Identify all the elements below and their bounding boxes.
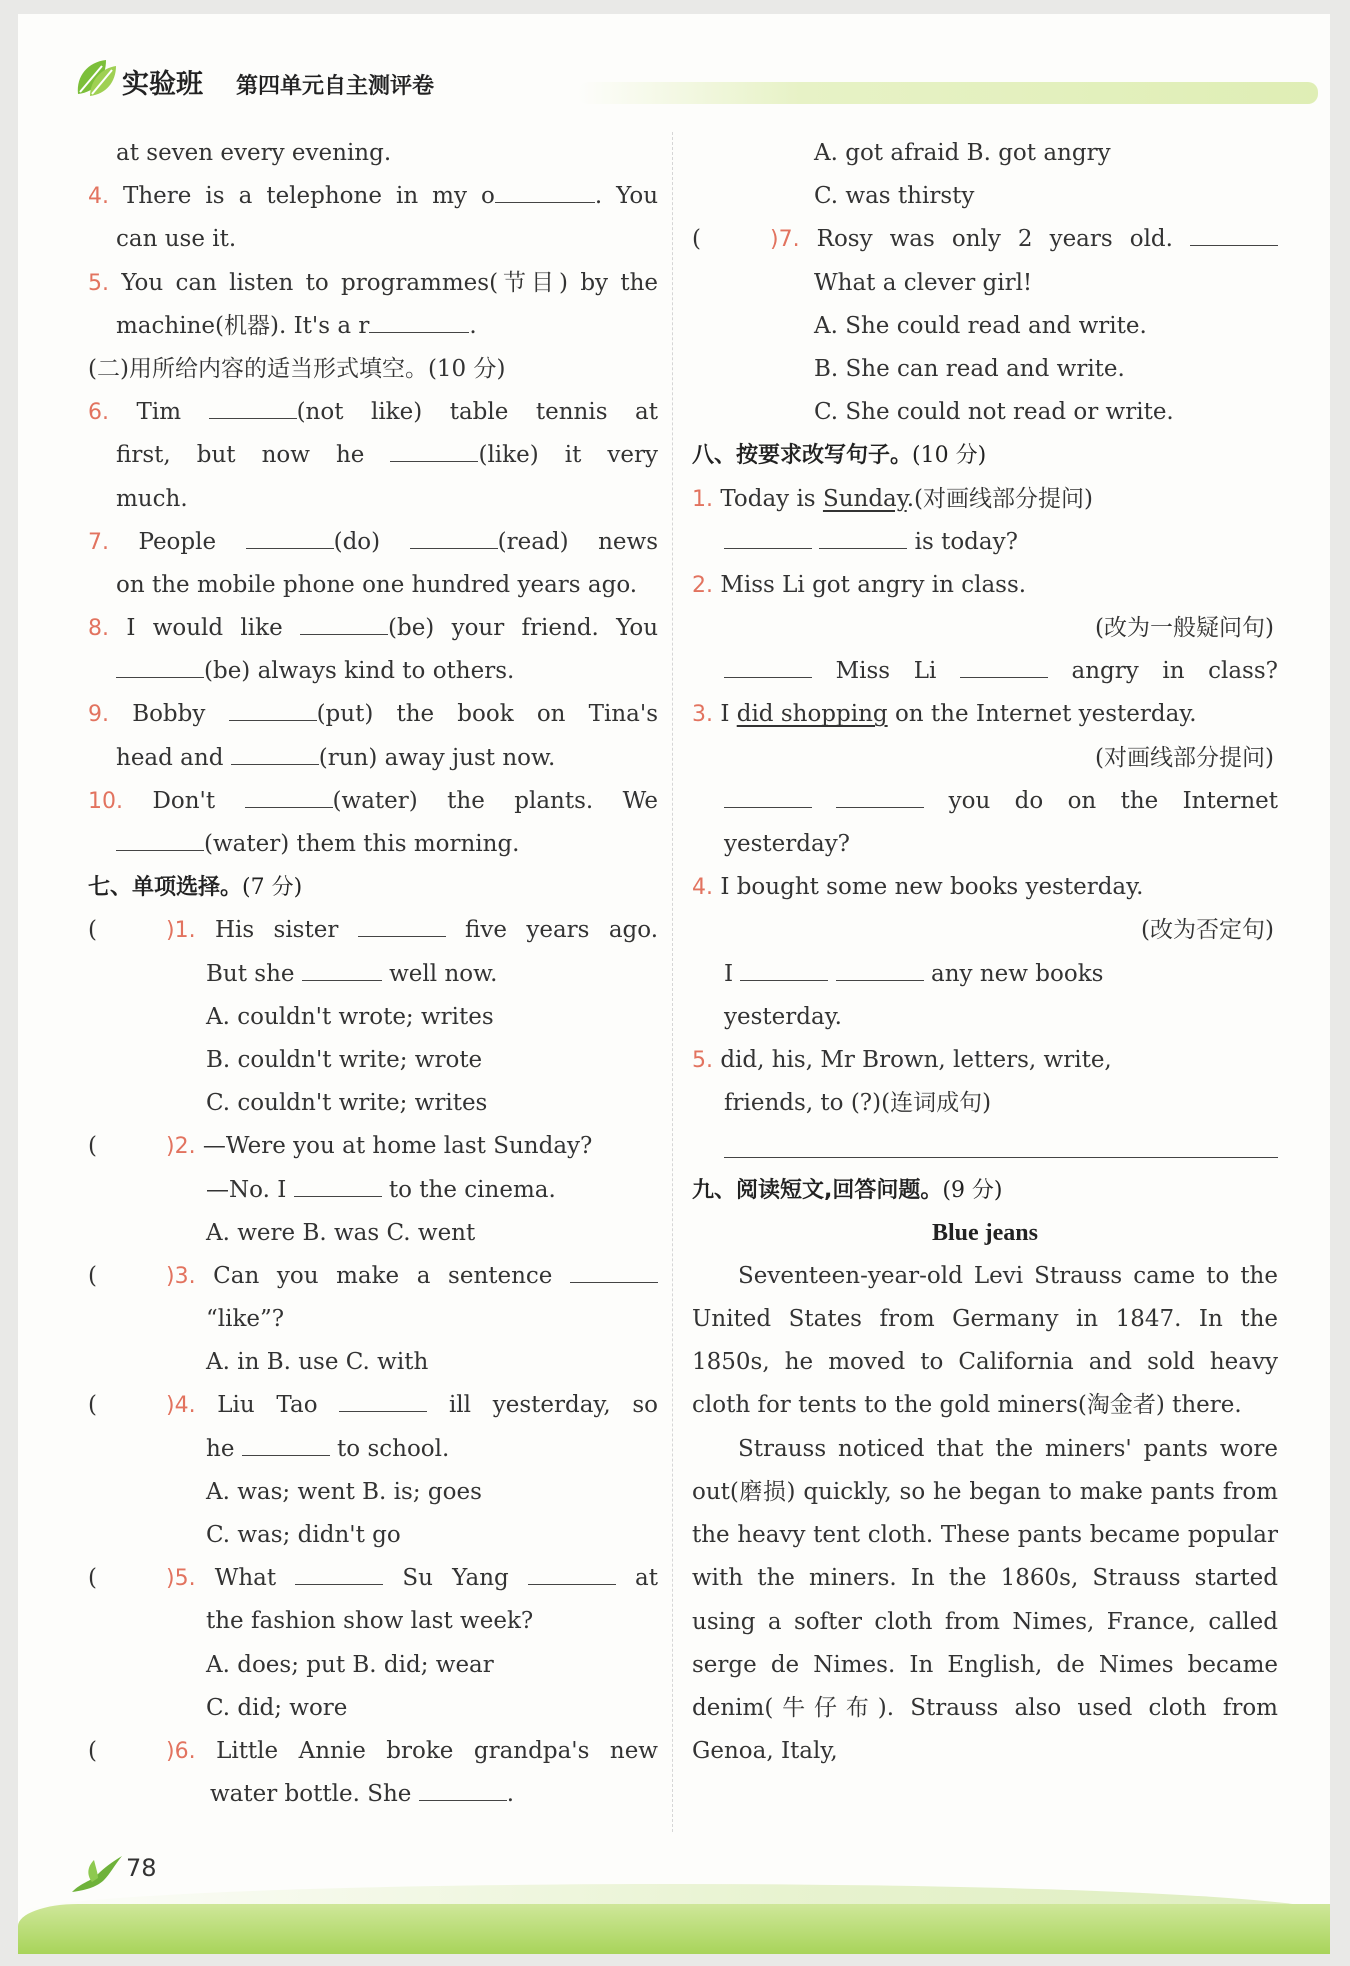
line-text: But she bbox=[206, 960, 302, 987]
fill-in-blank[interactable] bbox=[116, 824, 204, 851]
line-text: His sister bbox=[214, 917, 358, 944]
fill-in-blank[interactable] bbox=[300, 608, 388, 635]
question-number: 1. bbox=[692, 486, 713, 512]
brand-name: 实验班 bbox=[122, 69, 203, 100]
answer-bracket[interactable]: ( bbox=[88, 1392, 97, 1419]
text-line bbox=[88, 1644, 658, 1687]
line-text: (put) the book on Tina's bbox=[316, 701, 659, 728]
section-title: 七、单项选择。 bbox=[88, 875, 243, 901]
line-text: (run) away just now. bbox=[318, 744, 556, 771]
text-line bbox=[692, 478, 1278, 521]
section-heading bbox=[88, 866, 658, 909]
line-text: much. bbox=[116, 485, 188, 512]
question-number: 5. bbox=[88, 270, 109, 296]
fill-in-blank[interactable] bbox=[294, 1170, 382, 1197]
question-number: )3. bbox=[166, 1263, 196, 1289]
text-line bbox=[88, 693, 658, 736]
line-text: I bbox=[724, 960, 741, 987]
line-text: Tim bbox=[136, 399, 209, 426]
question-number: 5. bbox=[692, 1047, 713, 1073]
line-text bbox=[812, 788, 836, 814]
line-text: Liu Tao bbox=[217, 1392, 340, 1419]
line-text: A. was; went B. is; goes bbox=[206, 1478, 482, 1505]
paragraph-text: Strauss noticed that the miners' pants wore out(磨损) quickly, so he began to make pants from the heavy tent cloth. These pants became popular with the miners. In the 1860s, Strauss started using a softer cloth from Nimes, France, called serge de Nimes. In English, de Nimes became denim(牛仔布). Strauss also used cloth from Genoa, Italy, bbox=[692, 1435, 1278, 1765]
text-line bbox=[88, 1039, 658, 1082]
text-line bbox=[88, 348, 658, 391]
fill-in-blank[interactable] bbox=[242, 1429, 330, 1456]
bird-icon bbox=[68, 1852, 124, 1896]
line-text: What a clever girl! bbox=[814, 269, 1033, 296]
question-number: )6. bbox=[166, 1738, 196, 1764]
question-number: )2. bbox=[166, 1134, 196, 1160]
section-points: (10 分) bbox=[912, 443, 987, 469]
answer-rule[interactable] bbox=[724, 1157, 1278, 1158]
text-line bbox=[88, 132, 658, 175]
line-text: yesterday? bbox=[724, 831, 851, 857]
fill-in-blank[interactable] bbox=[116, 651, 204, 678]
line-text: well now. bbox=[381, 960, 498, 987]
line-text: (二)用所给内容的适当形式填空。(10 分) bbox=[88, 355, 506, 382]
fill-in-blank[interactable] bbox=[724, 522, 812, 549]
text-line bbox=[692, 132, 1278, 175]
text-line bbox=[88, 262, 658, 305]
section-points: (9 分) bbox=[942, 1177, 1003, 1203]
line-text: “like”? bbox=[206, 1306, 285, 1333]
fill-in-blank[interactable] bbox=[528, 1558, 616, 1585]
line-text: Today is bbox=[720, 485, 823, 512]
fill-in-blank[interactable] bbox=[231, 738, 319, 765]
text-line bbox=[88, 564, 658, 607]
line-text: —Were you at home last Sunday? bbox=[202, 1133, 593, 1160]
text-line bbox=[692, 1082, 1278, 1125]
text-line bbox=[88, 1169, 658, 1212]
line-text: any new books bbox=[923, 960, 1104, 987]
line-text: —No. I bbox=[206, 1176, 294, 1203]
fill-in-blank[interactable] bbox=[419, 1774, 507, 1801]
question-number: )1. bbox=[166, 918, 196, 944]
right-column bbox=[692, 132, 1278, 1773]
page-title: 第四单元自主测评卷 bbox=[236, 74, 435, 99]
answer-bracket[interactable]: ( bbox=[88, 1565, 97, 1592]
text-line bbox=[88, 391, 658, 434]
fill-in-blank[interactable] bbox=[358, 910, 446, 937]
text-line bbox=[88, 607, 658, 650]
text-line bbox=[88, 1514, 658, 1557]
line-text: C. was; didn't go bbox=[206, 1522, 401, 1548]
passage-title: Blue jeans bbox=[931, 1219, 1038, 1246]
line-text: A. couldn't wrote; writes bbox=[206, 1003, 494, 1030]
line-text: did, his, Mr Brown, letters, write, bbox=[720, 1046, 1112, 1073]
fill-in-blank[interactable] bbox=[369, 306, 469, 333]
text-line bbox=[88, 1212, 658, 1255]
worksheet-page bbox=[18, 14, 1330, 1954]
text-line bbox=[88, 1471, 658, 1514]
text-line bbox=[88, 780, 658, 823]
line-text: Miss Li got angry in class. bbox=[720, 571, 1027, 598]
fill-in-blank[interactable] bbox=[724, 651, 812, 678]
line-text: (be) your friend. You bbox=[388, 615, 659, 642]
fill-in-blank[interactable] bbox=[740, 954, 828, 981]
line-text: to the cinema. bbox=[381, 1176, 556, 1203]
line-text: . You bbox=[594, 183, 659, 210]
page-header bbox=[18, 14, 1330, 124]
text-line bbox=[88, 434, 658, 477]
fill-in-blank[interactable] bbox=[229, 694, 317, 721]
line-text: on the mobile phone one hundred years ago. bbox=[116, 571, 638, 598]
fill-in-blank[interactable] bbox=[819, 522, 907, 549]
line-text: angry in class? bbox=[1047, 658, 1278, 685]
text-line bbox=[692, 780, 1278, 823]
section-points: (7 分) bbox=[242, 875, 303, 901]
line-text: A. got afraid B. got angry bbox=[814, 140, 1111, 166]
line-text: ill yesterday, so bbox=[427, 1392, 659, 1419]
line-text: Rosy was only 2 years old. bbox=[816, 226, 1191, 253]
line-text: (water) them this morning. bbox=[204, 831, 520, 857]
line-text: you do on the Internet bbox=[924, 787, 1278, 814]
fill-in-blank[interactable] bbox=[836, 954, 924, 981]
text-line bbox=[88, 1428, 658, 1471]
fill-in-blank[interactable] bbox=[295, 1558, 383, 1585]
line-text: friends, to (?)(连词成句) bbox=[724, 1090, 992, 1117]
instruction-hint: (改为一般疑问句) bbox=[1095, 615, 1274, 642]
question-number: 7. bbox=[88, 529, 109, 555]
answer-bracket[interactable]: ( bbox=[88, 1737, 97, 1764]
question-number: 2. bbox=[692, 572, 713, 598]
line-text: he bbox=[206, 1435, 242, 1462]
text-line bbox=[692, 1039, 1278, 1082]
line-text: five years ago. bbox=[445, 917, 659, 944]
text-line bbox=[88, 1125, 658, 1168]
fill-in-blank[interactable] bbox=[390, 435, 478, 462]
line-text: to school. bbox=[329, 1435, 450, 1462]
line-text: water bottle. She bbox=[210, 1781, 419, 1808]
fill-in-blank[interactable] bbox=[724, 781, 812, 808]
line-text: B. couldn't write; wrote bbox=[206, 1046, 483, 1073]
line-text: Little Annie broke grandpa's new bbox=[216, 1737, 658, 1764]
text-line bbox=[88, 1255, 658, 1298]
line-text: I bbox=[720, 701, 737, 728]
text-line bbox=[88, 175, 658, 218]
line-text: is today? bbox=[907, 528, 1018, 555]
text-line bbox=[88, 1557, 658, 1600]
question-number: 4. bbox=[88, 184, 109, 210]
text-line bbox=[88, 1082, 658, 1125]
text-line bbox=[88, 1384, 658, 1427]
fill-in-blank[interactable] bbox=[246, 522, 334, 549]
text-line bbox=[692, 564, 1278, 607]
answer-line bbox=[692, 1125, 1278, 1168]
text-line bbox=[88, 996, 658, 1039]
text-line bbox=[88, 737, 658, 780]
line-text: (be) always kind to others. bbox=[204, 658, 515, 685]
fill-in-blank[interactable] bbox=[245, 781, 333, 808]
line-text bbox=[828, 961, 835, 987]
question-number: 3. bbox=[692, 702, 713, 728]
text-line bbox=[88, 1600, 658, 1643]
line-text: .(对画线部分提问) bbox=[906, 485, 1093, 512]
line-text: (do) bbox=[333, 528, 410, 555]
text-line bbox=[88, 521, 658, 564]
text-line bbox=[692, 175, 1278, 218]
column-divider bbox=[672, 132, 673, 1832]
text-line bbox=[692, 521, 1278, 564]
underlined-text: did shopping bbox=[736, 701, 888, 728]
question-number: 9. bbox=[88, 702, 109, 728]
text-line bbox=[692, 866, 1278, 909]
fill-in-blank[interactable] bbox=[410, 522, 498, 549]
leaf-logo-icon bbox=[72, 54, 120, 102]
question-number: 4. bbox=[692, 875, 713, 901]
text-line bbox=[88, 1773, 658, 1816]
line-text bbox=[812, 529, 819, 555]
footer-band bbox=[18, 1904, 1330, 1954]
text-line bbox=[692, 262, 1278, 305]
line-text: I bought some new books yesterday. bbox=[720, 874, 1144, 901]
text-line bbox=[88, 478, 658, 521]
line-text: What bbox=[214, 1565, 296, 1592]
line-text: on the Internet yesterday. bbox=[887, 701, 1197, 728]
section-heading bbox=[692, 434, 1278, 477]
text-line bbox=[88, 1687, 658, 1730]
line-text: the fashion show last week? bbox=[206, 1608, 534, 1635]
fill-in-blank[interactable] bbox=[836, 781, 924, 808]
paragraph-text: Seventeen-year-old Levi Strauss came to the United States from Germany in 1847. In the 1850s, he moved to California and sold heavy cloth for tents to the gold miners(淘金者) there. bbox=[692, 1262, 1278, 1419]
line-text: at seven every evening. bbox=[116, 140, 392, 166]
line-text: You can listen to programmes(节目) by the bbox=[121, 269, 659, 296]
line-text: A. She could read and write. bbox=[814, 312, 1147, 339]
question-number: 8. bbox=[88, 616, 109, 642]
line-text: machine(机器). It's a r bbox=[116, 312, 370, 339]
text-line bbox=[88, 650, 658, 693]
line-text: People bbox=[138, 528, 246, 555]
text-line bbox=[692, 693, 1278, 736]
question-number: 10. bbox=[88, 788, 123, 814]
line-text: There is a telephone in my o bbox=[123, 183, 495, 210]
line-text: C. did; wore bbox=[206, 1694, 348, 1721]
line-text: C. She could not read or write. bbox=[814, 399, 1174, 426]
text-line bbox=[692, 996, 1278, 1039]
answer-bracket[interactable]: ( bbox=[88, 1133, 97, 1160]
section-title: 八、按要求改写句子。 bbox=[692, 443, 913, 469]
line-text: (not like) table tennis at bbox=[296, 399, 658, 426]
line-text: Miss Li bbox=[812, 658, 960, 685]
question-number: )5. bbox=[166, 1566, 196, 1592]
text-line bbox=[88, 1341, 658, 1384]
instruction-hint: (对画线部分提问) bbox=[1095, 744, 1274, 771]
line-text: B. She can read and write. bbox=[814, 355, 1125, 382]
fill-in-blank[interactable] bbox=[339, 1385, 427, 1412]
instruction-hint: (改为否定句) bbox=[1141, 917, 1274, 944]
answer-bracket[interactable]: ( bbox=[88, 1262, 97, 1289]
text-line bbox=[88, 218, 658, 261]
line-text: C. couldn't write; writes bbox=[206, 1090, 488, 1117]
line-text: (water) the plants. We bbox=[332, 787, 659, 814]
line-text: (like) it very bbox=[478, 442, 658, 469]
line-text: A. in B. use C. with bbox=[206, 1349, 429, 1376]
text-line bbox=[692, 391, 1278, 434]
line-text: head and bbox=[116, 744, 231, 771]
fill-in-blank[interactable] bbox=[209, 392, 297, 419]
passage-paragraph bbox=[692, 1428, 1278, 1774]
line-text: A. does; put B. did; wear bbox=[206, 1651, 494, 1678]
answer-bracket[interactable]: ( bbox=[88, 917, 97, 944]
line-text: C. was thirsty bbox=[814, 183, 975, 210]
text-line bbox=[692, 953, 1278, 996]
question-number: 6. bbox=[88, 400, 109, 426]
text-line bbox=[692, 305, 1278, 348]
line-text: (read) news bbox=[497, 528, 659, 555]
underlined-text: Sunday bbox=[822, 485, 907, 512]
line-text: Don't bbox=[152, 787, 245, 814]
text-line bbox=[88, 1730, 658, 1773]
text-line bbox=[692, 348, 1278, 391]
header-stripe bbox=[578, 82, 1318, 104]
line-text: at bbox=[615, 1565, 658, 1592]
line-text: . bbox=[506, 1781, 515, 1808]
line-text: yesterday. bbox=[724, 1003, 842, 1030]
line-text: I would like bbox=[126, 615, 300, 642]
passage-paragraph bbox=[692, 1255, 1278, 1428]
line-text: A. were B. was C. went bbox=[206, 1219, 476, 1246]
text-line bbox=[88, 953, 658, 996]
text-line bbox=[88, 1298, 658, 1341]
line-text: can use it. bbox=[116, 226, 237, 253]
section-heading bbox=[692, 1169, 1278, 1212]
line-text: first, but now he bbox=[116, 442, 391, 469]
text-line bbox=[88, 305, 658, 348]
text-line bbox=[692, 823, 1278, 866]
text-line bbox=[88, 823, 658, 866]
fill-in-blank[interactable] bbox=[302, 954, 382, 981]
page-number: 78 bbox=[126, 1854, 157, 1882]
section-title: 九、阅读短文,回答问题。 bbox=[692, 1177, 943, 1203]
fill-in-blank[interactable] bbox=[960, 651, 1048, 678]
question-number: )7. bbox=[770, 227, 800, 253]
text-line bbox=[692, 218, 1278, 261]
line-text: Bobby bbox=[132, 701, 229, 728]
line-text: . bbox=[469, 312, 477, 339]
left-column bbox=[88, 132, 658, 1816]
fill-in-blank[interactable] bbox=[570, 1256, 658, 1283]
fill-in-blank[interactable] bbox=[1190, 219, 1278, 246]
line-text: Su Yang bbox=[383, 1565, 528, 1592]
answer-bracket[interactable]: ( bbox=[692, 226, 701, 253]
text-line bbox=[88, 909, 658, 952]
fill-in-blank[interactable] bbox=[495, 176, 595, 203]
line-text: Can you make a sentence bbox=[213, 1262, 570, 1289]
question-number: )4. bbox=[166, 1393, 196, 1419]
text-line bbox=[692, 650, 1278, 693]
